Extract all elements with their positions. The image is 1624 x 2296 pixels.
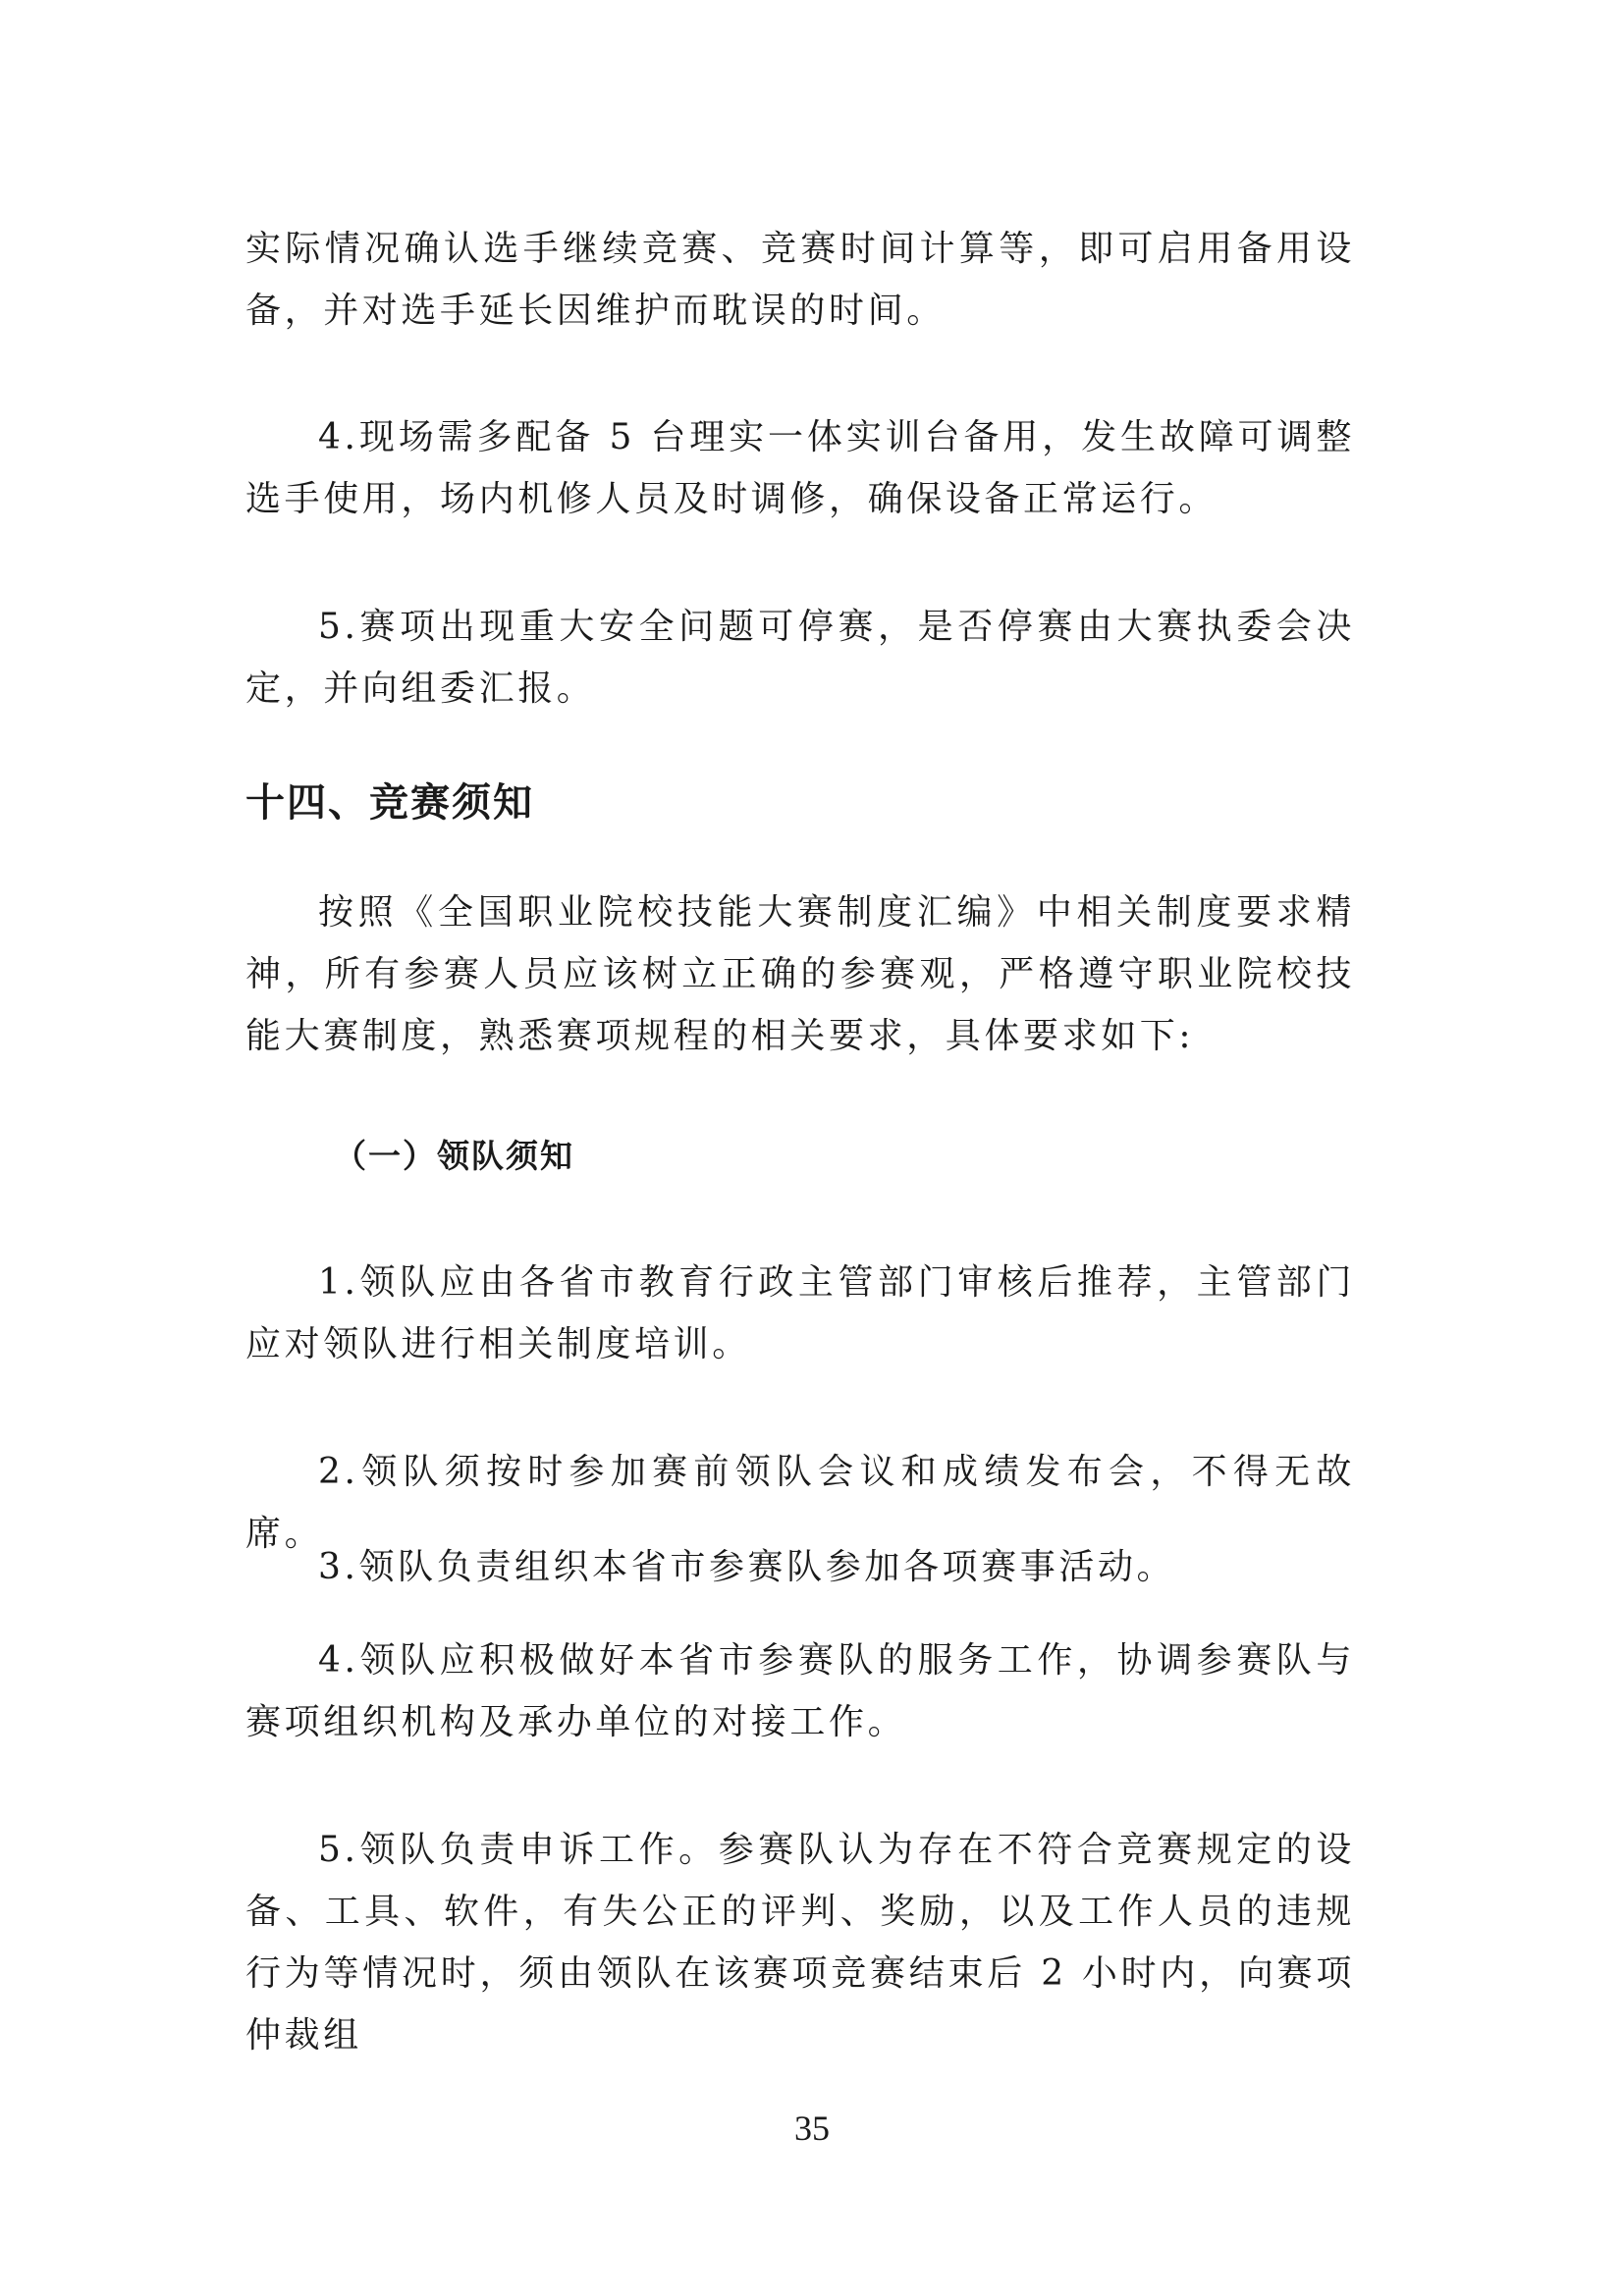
section-heading: 十四、竞赛须知 — [245, 780, 534, 826]
paragraph-leader-4: 4.领队应积极做好本省市参赛队的服务工作，协调参赛队与赛项组织机构及承办单位的对接工作。 — [245, 1640, 1355, 1742]
subsection-heading: （一）领队须知 — [334, 1137, 574, 1175]
paragraph-item-4: 4.现场需多配备 5 台理实一体实训台备用，发生故障可调整选手使用，场内机修人员及时调修，确保设备正常运行。 — [245, 417, 1355, 519]
paragraph-leader-1: 1.领队应由各省市教育行政主管部门审核后推荐，主管部门应对领队进行相关制度培训。 — [245, 1262, 1355, 1364]
paragraph-item-5: 5.赛项出现重大安全问题可停赛，是否停赛由大赛执委会决定，并向组委汇报。 — [245, 607, 1355, 709]
paragraph-leader-3: 3.领队负责组织本省市参赛队参加各项赛事活动。 — [318, 1547, 1176, 1587]
paragraph-leader-2: 2.领队须按时参加赛前领队会议和成绩发布会，不得无故席。 — [245, 1452, 1355, 1554]
paragraph-intro: 按照《全国职业院校技能大赛制度汇编》中相关制度要求精神，所有参赛人员应该树立正确的参赛观，严格遵守职业院校技能大赛制度，熟悉赛项规程的相关要求，具体要求如下: — [245, 892, 1355, 1056]
paragraph-leader-5: 5.领队负责申诉工作。参赛队认为存在不符合竞赛规定的设备、工具、软件，有失公正的评判、奖励，以及工作人员的违规行为等情况时，须由领队在该赛项竞赛结束后 2 小时内，向赛项仲裁组 — [245, 1830, 1355, 2056]
page-number: 35 — [794, 2109, 830, 2148]
paragraph-continued: 实际情况确认选手继续竞赛、竞赛时间计算等，即可启用备用设备，并对选手延长因维护而耽误的时间。 — [245, 229, 1355, 331]
